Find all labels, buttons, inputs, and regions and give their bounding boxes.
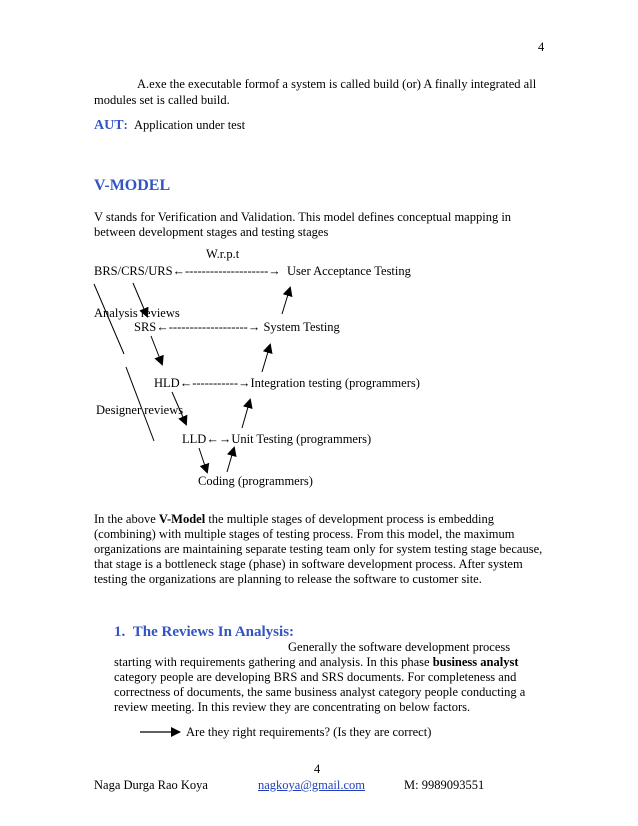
- analysis-reviews-label: Analysis reviews: [94, 306, 180, 320]
- footer-author: Naga Durga Rao Koya: [94, 778, 208, 792]
- page-number-top: 4: [538, 40, 545, 54]
- explanation-l1-bold: V-Model: [158, 512, 206, 526]
- aut-text: Application under test: [133, 118, 246, 132]
- explanation-line-2: (combining) with multiple stages of testing process. From this model, the maximum: [94, 527, 515, 541]
- footer-phone: M: 9989093551: [404, 778, 485, 792]
- explanation-line-5: testing the organizations are planning to release the software to customer site.: [94, 572, 482, 586]
- brs-connector: ←--------------------→: [172, 264, 281, 278]
- footer-email-link[interactable]: nagkoya@gmail.com: [258, 778, 365, 792]
- explanation-l1-post: the multiple stages of development process is embedding: [205, 512, 495, 526]
- reviews-number: 1.: [114, 624, 126, 640]
- reviews-para-line-1: Generally the software development process: [288, 640, 511, 654]
- hld-connector: ←-----------→: [179, 376, 251, 390]
- srs-label: SRS: [134, 320, 157, 334]
- wrpt-label: W.r.p.t: [206, 247, 240, 261]
- reviews-heading-text: The Reviews In Analysis:: [132, 624, 295, 640]
- intro-line-1: A.exe the executable formof a system is called build (or) A finally integrated all: [137, 77, 537, 91]
- reviews-para-line-5: review meeting. In this review they are concentrating on below factors.: [114, 700, 471, 714]
- vmodel-desc-line-1: V stands for Verification and Validation. This model defines conceptual mapping in: [94, 210, 512, 224]
- explanation-line-3: organizations are maintaining separate testing team only for system testing stage because,: [94, 542, 543, 556]
- aut-colon: :: [123, 118, 128, 132]
- intro-line-2: modules set is called build.: [94, 93, 230, 107]
- designer-reviews-label: Designer reviews: [96, 403, 184, 417]
- vmodel-desc-line-2: between development stages and testing stages: [94, 225, 329, 239]
- lld-label: LLD: [182, 432, 207, 446]
- uat-label: User Acceptance Testing: [287, 264, 411, 278]
- srs-connector: ←-------------------→: [156, 320, 261, 334]
- unit-testing-label: Unit Testing (programmers): [231, 432, 372, 446]
- integration-testing-label: Integration testing (programmers): [250, 376, 420, 390]
- coding-label: Coding (programmers): [198, 474, 313, 488]
- explanation-line-4: that stage is a bottleneck stage (phase) in software development process. After system: [94, 557, 523, 571]
- reviews-l2-bold: business analyst: [432, 655, 519, 669]
- vmodel-heading: V-MODEL: [94, 177, 171, 194]
- reviews-para-line-4: correctness of documents, the same business analyst category people conducting a: [114, 685, 526, 699]
- aut-label: AUT: [94, 118, 124, 133]
- footer-page-number: 4: [314, 762, 321, 776]
- brs-label: BRS/CRS/URS: [94, 264, 173, 278]
- reviews-l2-pre: starting with requirements gathering and analysis. In this phase: [114, 655, 433, 669]
- reviews-para-line-3: category people are developing BRS and SRS documents. For completeness and: [114, 670, 517, 684]
- lld-connector: ←→: [206, 432, 232, 446]
- explanation-l1-pre: In the above: [94, 512, 159, 526]
- hld-label: HLD: [154, 376, 180, 390]
- bullet-text: Are they right requirements? (Is they are correct): [186, 725, 432, 739]
- system-testing-label: System Testing: [263, 320, 340, 334]
